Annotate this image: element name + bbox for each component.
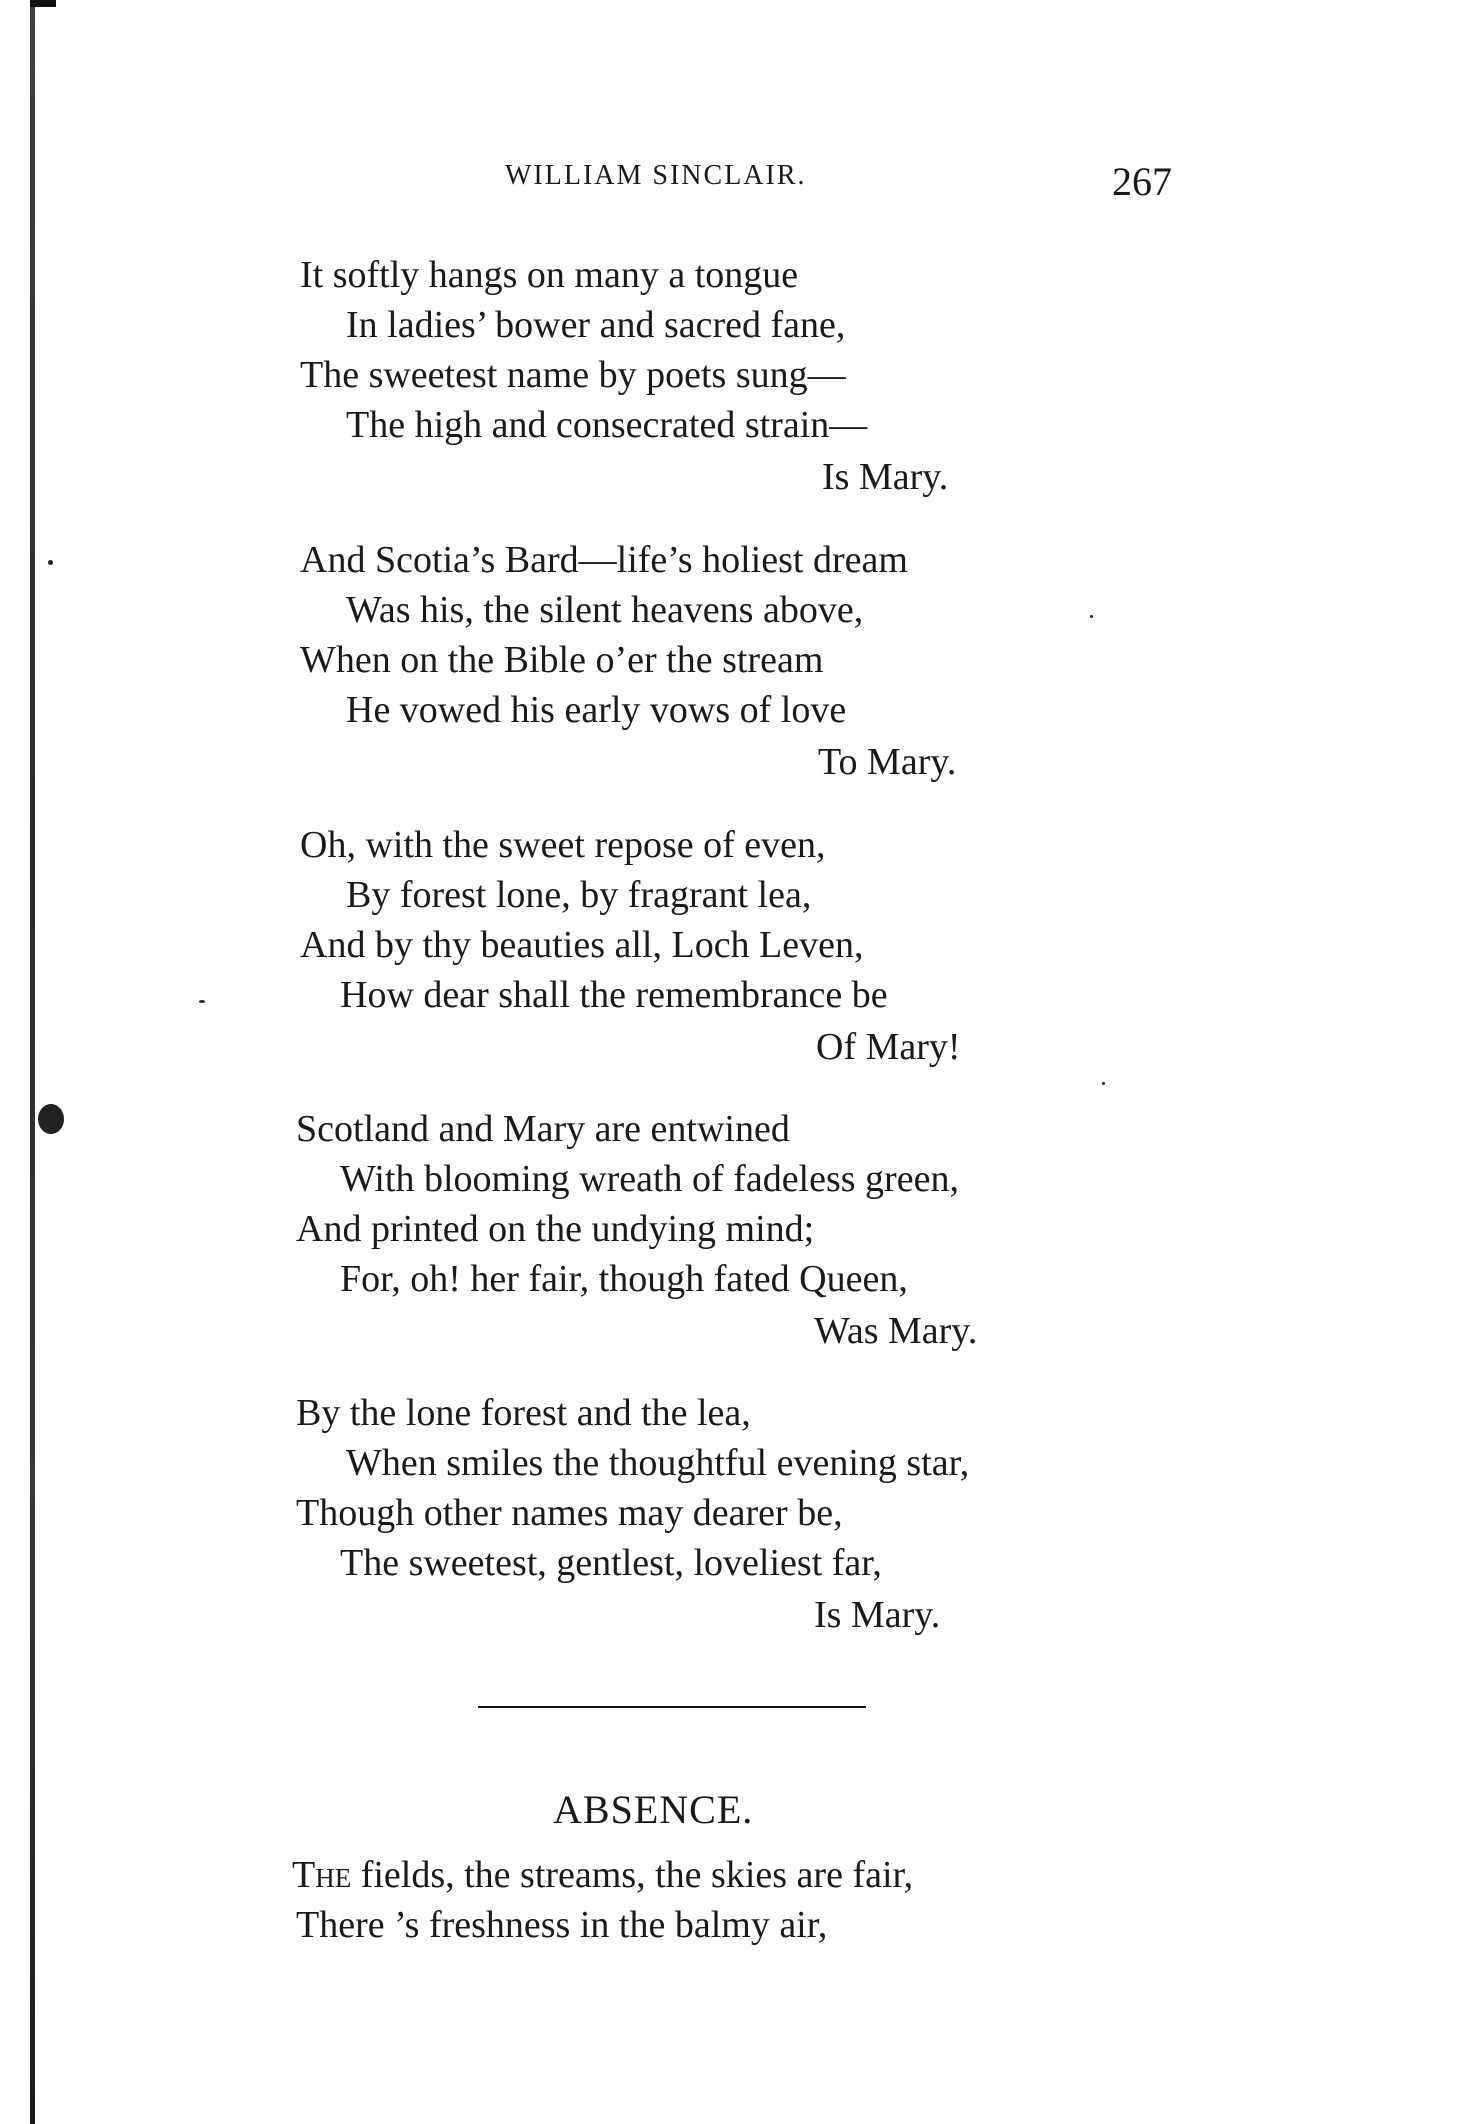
speck (48, 560, 53, 565)
speck (1090, 615, 1093, 618)
verse-refrain: To Mary. (818, 741, 957, 783)
verse-line: When on the Bible o’er the stream (300, 639, 824, 681)
page-number: 267 (1112, 159, 1172, 204)
speck (1102, 1082, 1105, 1085)
verse-line: The high and consecrated strain— (346, 404, 868, 446)
verse-line: With blooming wreath of fadeless green, (340, 1158, 959, 1200)
small-caps-opening-word: The (292, 1854, 352, 1896)
verse-line: Though other names may dearer be, (296, 1492, 843, 1534)
verse-line: Oh, with the sweet repose of even, (300, 824, 826, 866)
verse-line: When smiles the thoughtful evening star, (346, 1442, 970, 1484)
verse-line: In ladies’ bower and sacred fane, (346, 304, 846, 346)
verse-line: It softly hangs on many a tongue (300, 254, 799, 296)
verse-line: And Scotia’s Bard—life’s holiest dream (300, 539, 908, 581)
verse-line: And by thy beauties all, Loch Leven, (300, 924, 864, 966)
binding-corner (30, 0, 56, 7)
poem-title: ABSENCE. (553, 1787, 754, 1832)
verse-line: There ’s freshness in the balmy air, (296, 1904, 828, 1946)
verse-refrain: Is Mary. (822, 456, 949, 498)
verse-refrain: Of Mary! (816, 1026, 961, 1068)
verse-line: Was his, the silent heavens above, (346, 589, 864, 631)
verse-line: How dear shall the remembrance be (340, 974, 888, 1016)
verse-line: And printed on the undying mind; (296, 1208, 815, 1250)
verse-refrain: Was Mary. (814, 1310, 978, 1352)
verse-line (292, 1856, 913, 1894)
running-head: WILLIAM SINCLAIR. (505, 160, 807, 191)
binding-edge (30, 0, 35, 2124)
verse-line: By forest lone, by fragrant lea, (346, 874, 812, 916)
section-divider (478, 1706, 866, 1708)
verse-line: By the lone forest and the lea, (296, 1392, 751, 1434)
verse-line: The sweetest name by poets sung— (300, 354, 846, 396)
verse-line-rest: fields, the streams, the skies are fair, (351, 1854, 914, 1896)
verse-line: For, oh! her fair, though fated Queen, (340, 1258, 908, 1300)
verse-line: Scotland and Mary are entwined (296, 1108, 790, 1150)
verse-line: He vowed his early vows of love (346, 689, 847, 731)
ink-spot (38, 1104, 64, 1134)
verse-line: The sweetest, gentlest, loveliest far, (340, 1542, 882, 1584)
speck (199, 1000, 205, 1003)
verse-refrain: Is Mary. (814, 1594, 941, 1636)
